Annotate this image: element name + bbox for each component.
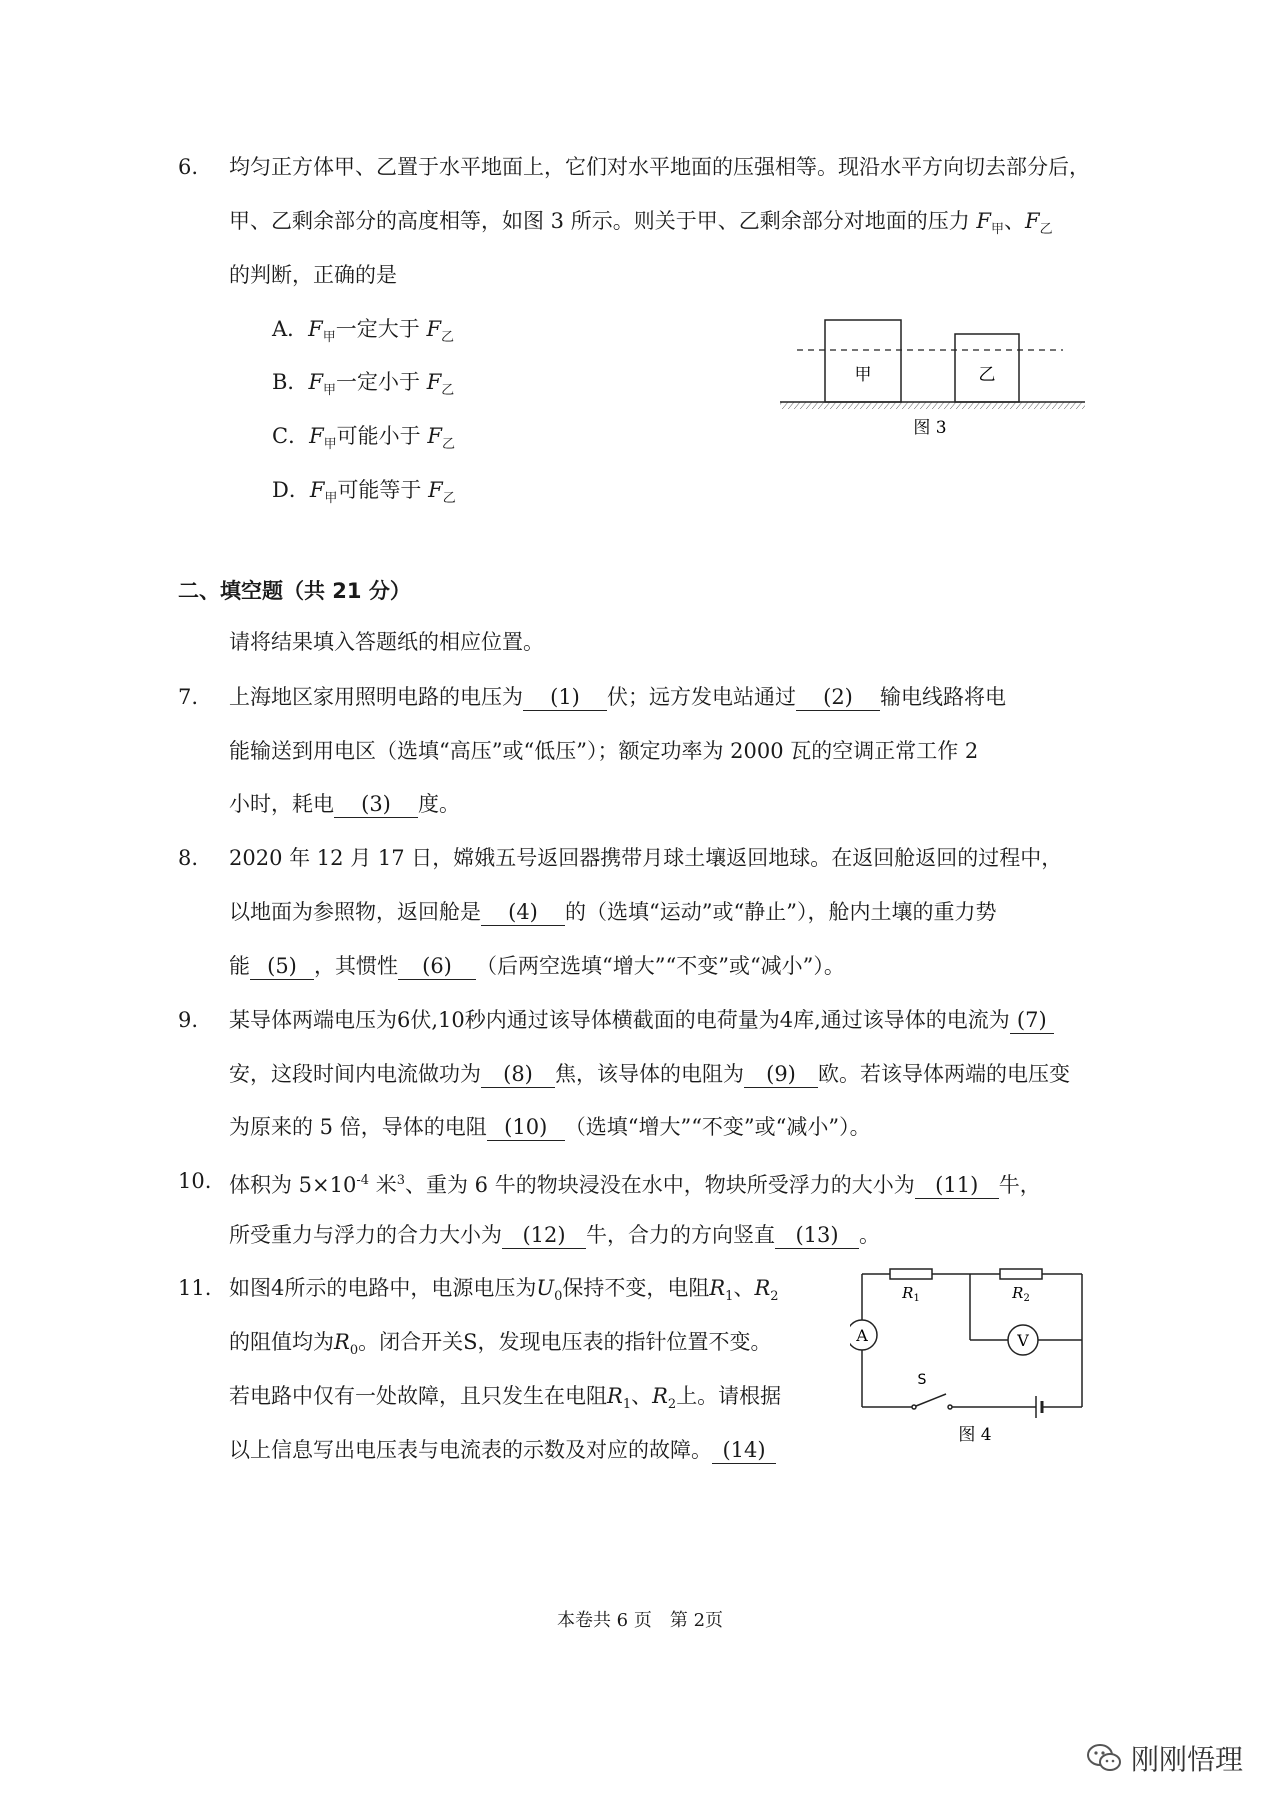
q10-line-1: 体积为 $5\times 10^{-4}$ 米$^3$、重为 6 牛的物块浸没在水中，物块所受浮力的大小为 (11) 牛， bbox=[229, 1173, 1041, 1197]
r1-label: $R_1$ bbox=[902, 1284, 920, 1304]
section-2-title: 二、填空题（共 21 分） bbox=[178, 579, 411, 603]
q6-option-d: D．$F_甲$可能等于 $F_乙$ bbox=[272, 478, 456, 507]
q11-line-4: 以上信息写出电压表与电流表的示数及对应的故障。 (14) bbox=[229, 1435, 776, 1465]
switch-s bbox=[916, 1394, 946, 1406]
block-jia-label: 甲 bbox=[854, 365, 872, 385]
block-yi-label: 乙 bbox=[978, 365, 996, 385]
figure-4-caption: 图 4 bbox=[958, 1425, 992, 1445]
blank-13: (13) bbox=[775, 1222, 859, 1249]
q6-option-b: B．$F_甲$一定小于 $F_乙$ bbox=[272, 370, 455, 399]
q8-number: 8. bbox=[178, 846, 199, 870]
q6-line-3: 的判断，正确的是 bbox=[229, 263, 397, 287]
section-2-instruction: 请将结果填入答题纸的相应位置。 bbox=[229, 630, 544, 654]
blank-11: (11) bbox=[915, 1172, 999, 1199]
wechat-icon bbox=[1085, 1742, 1123, 1774]
watermark-text: 刚刚悟理 bbox=[1131, 1743, 1244, 1776]
blank-14: (14) bbox=[712, 1437, 776, 1464]
block-jia bbox=[825, 320, 901, 402]
q11-line-3: 若电路中仅有一处故障，且只发生在电阻$R_1$、$R_2$上。请根据 bbox=[229, 1384, 782, 1413]
q9-line-3: 为原来的 5 倍，导体的电阻 (10) （选填“增大”“不变”或“减小”）。 bbox=[229, 1115, 871, 1139]
q6-option-c: C．$F_甲$可能小于 $F_乙$ bbox=[272, 424, 455, 453]
voltmeter-label: V bbox=[1017, 1331, 1029, 1350]
q6-line-1: 均匀正方体甲、乙置于水平地面上，它们对水平地面的压强相等。现沿水平方向切去部分后， bbox=[229, 155, 1090, 179]
q10-number: 10. bbox=[178, 1169, 212, 1193]
q8-line-1: 2020 年 12 月 17 日，嫦娥五号返回器携带月球土壤返回地球。在返回舱返回的过程中， bbox=[229, 846, 1063, 870]
ammeter-label: A bbox=[856, 1326, 868, 1345]
q6-line-2: 甲、乙剩余部分的高度相等，如图 3 所示。则关于甲、乙剩余部分对地面的压力 $F_甲$、$F_乙$ bbox=[229, 209, 1053, 238]
resistor-r1 bbox=[890, 1269, 932, 1279]
q7-line-1: 上海地区家用照明电路的电压为 (1) 伏；远方发电站通过 (2) 输电线路将电 bbox=[229, 685, 1006, 709]
switch-label: S bbox=[917, 1372, 927, 1388]
blank-2: (2) bbox=[796, 684, 880, 711]
blank-10: (10) bbox=[487, 1114, 565, 1141]
page-footer: 本卷共 6 页 第 2页 bbox=[556, 1610, 724, 1631]
blank-1: (1) bbox=[523, 684, 607, 711]
q9-line-2: 安，这段时间内电流做功为 (8) 焦，该导体的电阻为 (9) 欧。若该导体两端的电压变 bbox=[229, 1062, 1070, 1086]
ground-hatch bbox=[780, 402, 1085, 409]
blank-3: (3) bbox=[334, 791, 418, 818]
blank-7: (7) bbox=[1010, 1007, 1054, 1034]
q8-line-2: 以地面为参照物，返回舱是 (4) 的（选填“运动”或“静止”），舱内土壤的重力势 bbox=[229, 900, 997, 924]
r2-label: $R_2$ bbox=[1012, 1284, 1030, 1304]
figure-3-diagram bbox=[775, 310, 1095, 440]
q6-number: 6. bbox=[178, 155, 199, 179]
q7-line-3: 小时，耗电 (3) 度。 bbox=[229, 792, 460, 816]
figure-4-circuit bbox=[850, 1260, 1100, 1450]
blank-5: (5) bbox=[250, 953, 314, 980]
q10-line-2: 所受重力与浮力的合力大小为 (12) 牛，合力的方向竖直 (13) 。 bbox=[229, 1223, 880, 1247]
resistor-r2 bbox=[1000, 1269, 1042, 1279]
blank-9: (9) bbox=[744, 1061, 818, 1088]
blank-4: (4) bbox=[481, 899, 565, 926]
blank-8: (8) bbox=[481, 1061, 555, 1088]
blank-12: (12) bbox=[502, 1222, 586, 1249]
q11-number: 11. bbox=[178, 1276, 212, 1300]
q6-option-a: A．$F_甲$一定大于 $F_乙$ bbox=[272, 317, 455, 346]
figure-3-caption: 图 3 bbox=[913, 418, 947, 438]
q11-line-1: 如图4所示的电路中，电源电压为$U_0$保持不变，电阻$R_1$、$R_2$ bbox=[229, 1276, 779, 1305]
q8-line-3: 能 (5) ，其惯性 (6) （后两空选填“增大”“不变”或“减小”）。 bbox=[229, 954, 845, 978]
q9-number: 9. bbox=[178, 1008, 199, 1032]
blank-6: (6) bbox=[398, 953, 476, 980]
q7-number: 7. bbox=[178, 685, 199, 709]
watermark bbox=[1085, 1738, 1243, 1778]
q11-line-2: 的阻值均为$R_0$。闭合开关S，发现电压表的指针位置不变。 bbox=[229, 1330, 772, 1359]
q9-line-1: 某导体两端电压为6伏,10秒内通过该导体横截面的电荷量为4库,通过该导体的电流为 (7) bbox=[229, 1005, 1054, 1035]
q7-line-2: 能输送到用电区（选填“高压”或“低压”）；额定功率为 2000 瓦的空调正常工作 2 bbox=[229, 739, 979, 763]
